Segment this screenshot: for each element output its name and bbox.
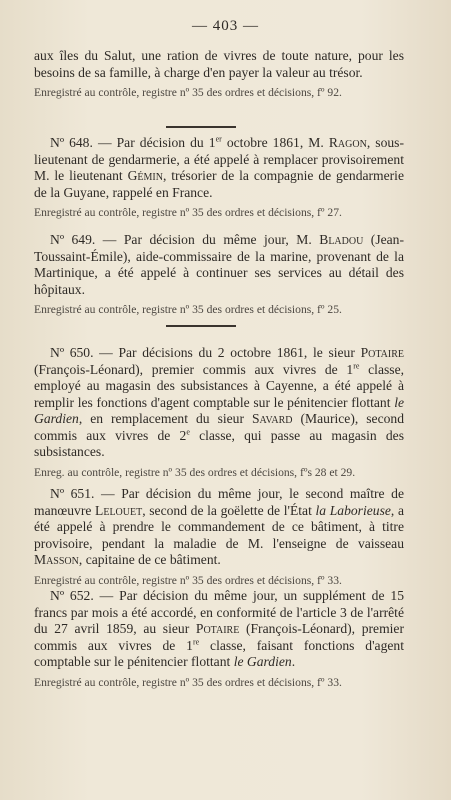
person-name: Bladou: [319, 232, 364, 247]
section-divider: [166, 325, 236, 327]
entry-652: [34, 588, 404, 690]
entry-text: Nº 648. — Par décision du 1er octobre 1861, M. Ragon, sous-lieutenant de gendarmerie, a été appelé à remplacer provisoirement M. le lieutenant Gémin, trésorier de la compagnie de gendarmerie de la Guyane, rappelé en France.: [34, 134, 404, 200]
entry-650: [34, 345, 404, 480]
ship-name: la Laborieuse: [315, 502, 391, 518]
entry-number: Nº 651.: [50, 486, 95, 501]
person-name: Potaire: [195, 621, 240, 636]
entry-text: Nº 650. — Par décisions du 2 octobre 1861, le sieur Potaire (François-Léonard), premier commis aux vivres de 1re classe, employé au magasin des subsistances à Cayenne, a été appelé à remplir les fonctions d'agent comptable sur le pénitencier flottant le Gardien, en remplacement du sieur Savard (Maurice), second commis aux vivres de 2e classe, qui passe au magasin des subsistances.: [34, 345, 404, 459]
entry-649: [34, 232, 404, 317]
registre-line: Enregistré au contrôle, registre nº 35 des ordres et décisions, fº 33.: [34, 675, 342, 689]
section-divider: [166, 126, 236, 128]
page-number: — 403 —: [192, 18, 259, 34]
person-name: Savard: [251, 411, 293, 426]
registre-line: Enregistré au contrôle, registre nº 35 des ordres et décisions, fº 92.: [34, 86, 342, 99]
registre-line: Enregistré au contrôle, registre nº 35 des ordres et décisions, fº 25.: [34, 303, 342, 316]
opening-text: aux îles du Salut, une ration de vivres de toute nature, pour les besoins de sa famille, à charge d'en payer la valeur au trésor.: [34, 48, 404, 80]
person-name: Gémin: [127, 168, 163, 183]
registre-line: Enregistré au contrôle, registre nº 35 des ordres et décisions, fº 33.: [34, 573, 342, 587]
entry-651: [34, 486, 404, 588]
entry-648: [34, 135, 404, 220]
entry-number: Nº 649.: [50, 232, 96, 247]
entry-number: Nº 650.: [50, 345, 94, 360]
ship-name: le Gardien: [233, 654, 292, 669]
entry-text: Nº 649. — Par décision du même jour, M. Bladou (Jean-Toussaint-Émile), aide-commissaire de la marine, provenant de la Martinique, a été appelé à continuer ses services au détail des hôpitaux.: [34, 232, 405, 297]
entry-text: Nº 652. — Par décision du même jour, un supplément de 15 francs par mois a été accordé, en conformité de l'article 3 de l'arrêté du 27 avril 1859, au sieur Potaire (François-Léonard), premier commis aux vivres de 1re classe, faisant fonctions d'agent comptable sur le pénitencier flottant le Gardien.: [34, 588, 404, 669]
person-name: Masson: [34, 552, 79, 567]
registre-line: Enregistré au contrôle, registre nº 35 des ordres et décisions, fº 27.: [34, 206, 342, 219]
entry-number: Nº 652.: [50, 588, 94, 603]
entry-number: Nº 648.: [50, 135, 93, 150]
person-name: Potaire: [360, 345, 404, 360]
registre-line: Enreg. au contrôle, registre nº 35 des ordres et décisions, fºs 28 et 29.: [34, 465, 356, 479]
person-name: Lelouet: [95, 502, 143, 518]
ship-name: le Gardien: [34, 394, 404, 426]
person-name: Ragon: [328, 135, 367, 150]
entry-text: Nº 651. — Par décision du même jour, le second maître de manœuvre Lelouet, second de la goëlette de l'État la Laborieuse, a été appelé à prendre le commandement de ce bâtiment, à titre provisoire, pendant la maladie de M. l'enseigne de vaisseau Masson, capitaine de ce bâtiment.: [34, 486, 404, 567]
opening-continuation: [34, 48, 404, 100]
